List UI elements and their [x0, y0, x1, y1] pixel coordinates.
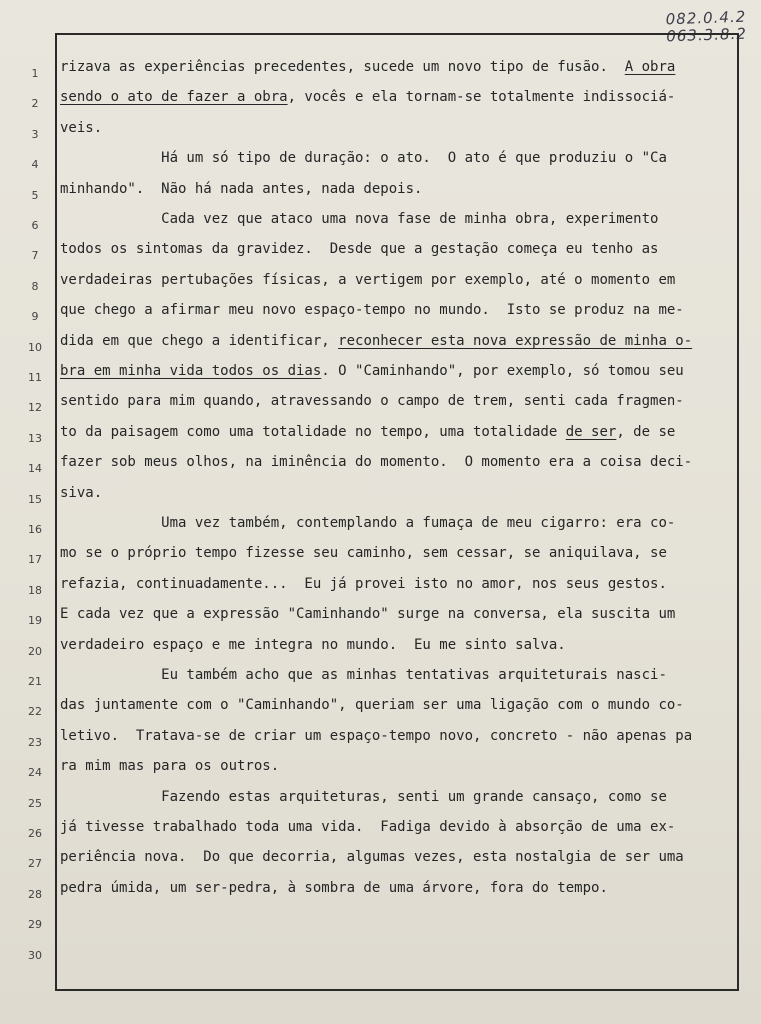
archive-code-line: 082.0.4.2 — [665, 7, 747, 29]
text-segment: ra mim mas para os outros. — [60, 758, 280, 775]
text-line — [60, 575, 667, 593]
text-line — [60, 696, 684, 714]
text-line — [60, 210, 658, 228]
text-segment: já tivesse trabalhado toda uma vida. Fadiga devido à absorção de uma ex- — [60, 819, 676, 835]
text-line — [60, 757, 279, 775]
text-line — [60, 119, 102, 137]
text-segment: to da paisagem como uma totalidade no tempo, uma totalidade — [60, 423, 566, 440]
line-number: 24 — [28, 766, 42, 780]
text-line — [60, 88, 675, 106]
text-segment: letivo. Tratava-se de criar um espaço-tempo novo, concreto - não apenas pa — [60, 727, 693, 744]
text-line — [60, 605, 675, 623]
text-line — [60, 149, 667, 167]
line-number: 15 — [28, 492, 42, 506]
line-number: 7 — [31, 249, 39, 263]
text-frame — [55, 33, 739, 991]
underlined-phrase: reconhecer esta nova expressão de minha o- — [338, 332, 693, 349]
text-segment: das juntamente com o "Caminhando", queriam ser uma ligação com o mundo co- — [60, 697, 684, 714]
text-segment: Fazendo estas arquiteturas, senti um grande cansaço, como se — [60, 788, 667, 805]
line-number: 14 — [28, 462, 42, 476]
line-number: 28 — [28, 887, 42, 901]
text-line — [60, 392, 684, 410]
text-segment: fazer sob meus olhos, na iminência do momento. O momento era a coisa deci- — [60, 454, 693, 471]
text-line — [60, 453, 692, 471]
line-number: 25 — [28, 796, 42, 810]
text-segment: todos os sintomas da gravidez. Desde que a gestação começa eu tenho as — [60, 241, 659, 258]
text-line — [60, 58, 675, 76]
text-segment: que chego a afirmar meu novo espaço-tempo no mundo. Isto se produz na me- — [60, 302, 684, 319]
line-number: 29 — [28, 918, 42, 932]
underlined-phrase: bra em minha vida todos os dias — [60, 363, 322, 379]
line-number: 6 — [31, 219, 39, 232]
line-number: 22 — [28, 705, 42, 719]
text-segment: veis. — [60, 119, 103, 136]
line-number: 16 — [28, 523, 42, 536]
text-segment: siva. — [60, 484, 103, 501]
underlined-phrase: A obra — [624, 59, 676, 75]
text-line — [60, 423, 675, 441]
text-segment: E cada vez que a expressão "Caminhando" surge na conversa, ela suscita um — [60, 606, 676, 623]
line-number: 12 — [28, 401, 42, 415]
line-number: 13 — [28, 431, 42, 445]
line-number: 3 — [31, 127, 39, 141]
line-number: 5 — [31, 188, 39, 202]
line-number: 4 — [31, 158, 39, 172]
underlined-phrase: de ser — [565, 423, 617, 440]
text-line — [60, 271, 675, 289]
text-segment: . O "Caminhando", por exemplo, só tomou seu — [321, 363, 684, 379]
text-line — [60, 666, 667, 684]
text-line — [60, 484, 102, 502]
underlined-phrase: sendo o ato de fazer a obra — [60, 89, 288, 106]
text-line — [60, 301, 684, 319]
text-line — [60, 879, 608, 897]
text-segment: , de se — [616, 423, 676, 440]
text-segment: verdadeiro espaço e me integra no mundo. Eu me sinto salva. — [60, 636, 566, 653]
text-line — [60, 848, 684, 866]
line-number: 1 — [31, 67, 39, 80]
line-number: 11 — [28, 371, 42, 384]
line-number: 26 — [28, 827, 42, 840]
text-segment: periência nova. Do que decorria, algumas vezes, esta nostalgia de ser uma — [60, 849, 684, 866]
text-segment: minhando". Não há nada antes, nada depois. — [60, 180, 423, 197]
text-line — [60, 362, 684, 380]
line-number: 30 — [28, 948, 42, 962]
text-line — [60, 514, 675, 532]
text-segment: dida em que chego a identificar, — [60, 332, 339, 349]
line-number: 23 — [28, 735, 42, 749]
text-line — [60, 544, 667, 562]
text-line — [60, 240, 658, 258]
text-segment: Há um só tipo de duração: o ato. O ato é que produziu o "Ca — [60, 150, 667, 167]
line-number: 2 — [31, 97, 39, 111]
line-number: 8 — [31, 279, 39, 293]
text-segment: , vocês e ela tornam-se totalmente indissociá- — [287, 89, 676, 106]
text-segment: pedra úmida, um ser-pedra, à sombra de uma árvore, fora do tempo. — [60, 879, 608, 896]
text-line — [60, 332, 692, 350]
text-line — [60, 636, 566, 654]
text-segment: sentido para mim quando, atravessando o campo de trem, senti cada fragmen- — [60, 393, 684, 410]
line-number: 18 — [28, 583, 42, 597]
text-segment: Cada vez que ataco uma nova fase de minha obra, experimento — [60, 211, 659, 227]
line-number: 20 — [28, 644, 42, 658]
text-line — [60, 180, 422, 198]
text-line — [60, 818, 675, 836]
line-number: 10 — [28, 340, 42, 354]
text-segment: Eu também acho que as minhas tentativas arquiteturais nasci- — [60, 667, 667, 683]
text-segment: refazia, continuadamente... Eu já provei isto no amor, nos seus gestos. — [60, 575, 667, 592]
text-segment: rizava as experiências precedentes, sucede um novo tipo de fusão. — [60, 59, 625, 75]
line-number: 9 — [31, 310, 39, 324]
archive-code-line: 063.3.8.2 — [666, 24, 748, 46]
text-segment: Uma vez também, contemplando a fumaça de meu cigarro: era co- — [60, 515, 676, 531]
line-number: 19 — [28, 614, 42, 628]
text-line — [60, 727, 692, 745]
line-number: 27 — [28, 857, 42, 871]
text-line — [60, 788, 667, 806]
line-number: 17 — [28, 553, 42, 567]
text-segment: verdadeiras pertubações físicas, a vertigem por exemplo, até o momento em — [60, 271, 676, 288]
text-segment: mo se o próprio tempo fizesse seu caminho, sem cessar, se aniquilava, se — [60, 545, 667, 562]
line-number: 21 — [28, 675, 42, 688]
